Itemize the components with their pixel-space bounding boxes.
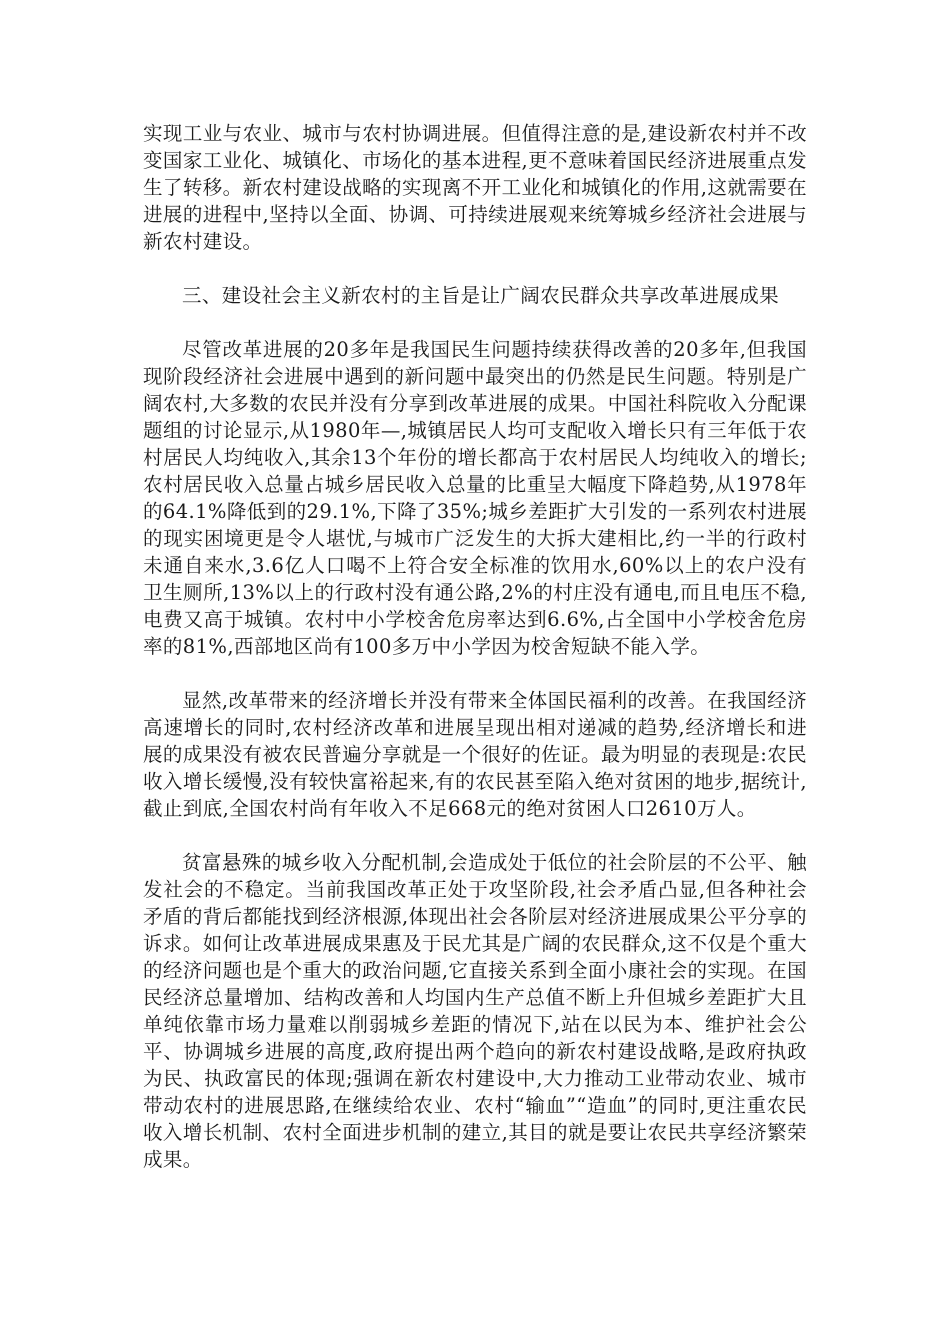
document-page bbox=[143, 120, 807, 1200]
section-heading: 三、建设社会主义新农村的主旨是让广阔农民群众共享改革进展成果 bbox=[182, 284, 780, 307]
paragraph-welfare: 显然,改革带来的经济增长并没有带来全体国民福利的改善。在我国经济高速增长的同时,农村经济改革和进展呈现出相对递减的趋势,经济增长和进展的成果没有被农民普遍分享就是一个很好的佐证。最为明显的表现是:农民收入增长缓慢,没有较快富裕起来,有的农民甚至陷入绝对贫困的地步,据统计,截止到底,全国农村尚有年收入不足668元的绝对贫困人口2610万人。 bbox=[143, 689, 807, 820]
paragraph-livelihood: 尽管改革进展的20多年是我国民生问题持续获得改善的20多年,但我国现阶段经济社会进展中遇到的新问题中最突出的仍然是民生问题。特别是广阔农村,大多数的农民并没有分享到改革进展的成果。中国社科院收入分配课题组的讨论显示,从1980年—,城镇居民人均可支配收入增长只有三年低于农村居民人均纯收入,其余13个年份的增长都高于农村居民人均纯收入的增长;农村居民收入总量占城乡居民收入总量的比重呈大幅度下降趋势,从1978年的64.1%降低到的29.1%,下降了35%;城乡差距扩大引发的一系列农村进展的现实困境更是令人堪忧,与城市广泛发生的大拆大建相比,约一半的行政村未通自来水,3.6亿人口喝不上符合安全标准的饮用水,60%以上的农户没有卫生厕所,13%以上的行政村没有通公路,2%的村庄没有通电,而且电压不稳,电费又高于城镇。农村中小学校舍危房率达到6.6%,占全国中小学校舍危房率的81%,西部地区尚有100多万中小学因为校舍短缺不能入学。 bbox=[143, 338, 807, 658]
paragraph-distribution: 贫富悬殊的城乡收入分配机制,会造成处于低位的社会阶层的不公平、触发社会的不稳定。当前我国改革正处于攻坚阶段,社会矛盾凸显,但各种社会矛盾的背后都能找到经济根源,体现出社会各阶层对经济进展成果公平分享的诉求。如何让改革进展成果惠及于民尤其是广阔的农民群众,这不仅是个重大的经济问题也是个重大的政治问题,它直接关系到全面小康社会的实现。在国民经济总量增加、结构改善和人均国内生产总值不断上升但城乡差距扩大且单纯依靠市场力量难以削弱城乡差距的情况下,站在以民为本、维护社会公平、协调城乡进展的高度,政府提出两个趋向的新农村建设战略,是政府执政为民、执政富民的体现;强调在新农村建设中,大力推动工业带动农业、城市带动农村的进展思路,在继续给农业、农村“输血”“造血”的同时,更注重农民收入增长机制、农村全面进步机制的建立,其目的就是要让农民共享经济繁荣成果。 bbox=[143, 851, 807, 1171]
paragraph-continuation: 实现工业与农业、城市与农村协调进展。但值得注意的是,建设新农村并不改变国家工业化、城镇化、市场化的基本进程,更不意味着国民经济进展重点发生了转移。新农村建设战略的实现离不开工业化和城镇化的作用,这就需要在进展的进程中,坚持以全面、协调、可持续进展观来统筹城乡经济社会进展与新农村建设。 bbox=[143, 122, 807, 253]
